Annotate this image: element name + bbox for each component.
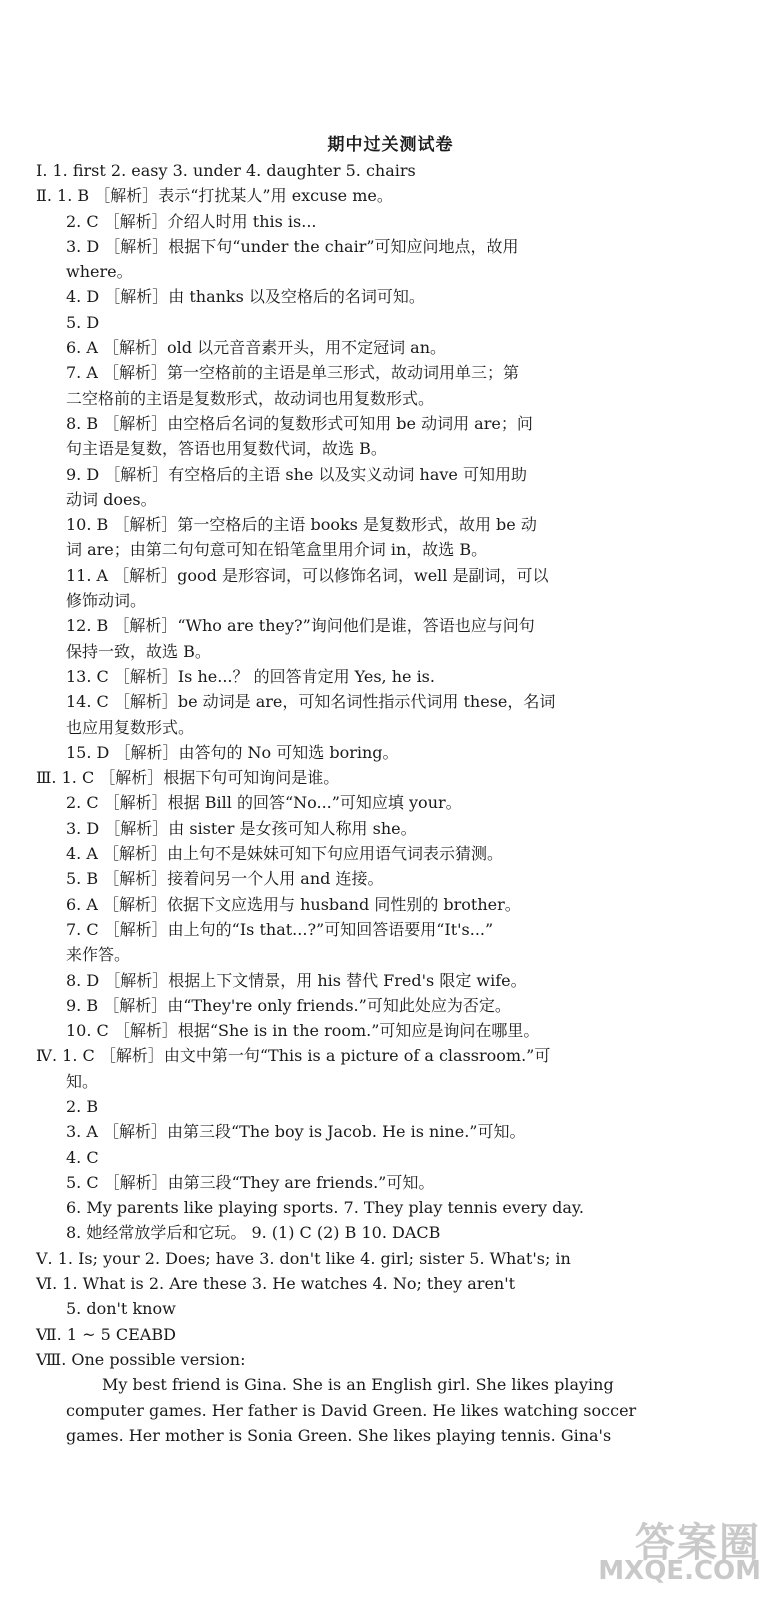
answer-line: 4. A ［解析］由上句不是妹妹可知下句应用语气词表示猜测。 bbox=[66, 844, 503, 864]
answer-line: Ⅶ. 1 ~ 5 CEABD bbox=[36, 1324, 176, 1344]
answer-line: 2. C ［解析］根据 Bill 的回答“No...”可知应填 your。 bbox=[66, 793, 462, 813]
answer-line: 9. D ［解析］有空格后的主语 she 以及实义动词 have 可知用助 bbox=[66, 464, 527, 484]
answer-line: My best friend is Gina. She is an English girl. She likes playing bbox=[102, 1375, 614, 1395]
answer-line: 8. 她经常放学后和它玩。 9. (1) C (2) B 10. DACB bbox=[66, 1223, 441, 1243]
answer-line: 5. don't know bbox=[66, 1299, 176, 1319]
answer-line: 修饰动词。 bbox=[66, 591, 147, 611]
answer-line: 12. B ［解析］“Who are they?”询问他们是谁，答语也应与问句 bbox=[66, 616, 535, 636]
answer-line: Ⅵ. 1. What is 2. Are these 3. He watches 4. No; they aren't bbox=[36, 1274, 516, 1294]
answer-line: 保持一致，故选 B。 bbox=[66, 641, 211, 661]
watermark-url: MXQE.COM bbox=[598, 1556, 761, 1586]
answer-line: 二空格前的主语是复数形式，故动词也用复数形式。 bbox=[66, 388, 435, 408]
answer-line: Ⅱ. 1. B ［解析］表示“打扰某人”用 excuse me。 bbox=[36, 186, 393, 206]
answer-line: 13. C ［解析］Is he...？ 的回答肯定用 Yes, he is. bbox=[66, 666, 435, 686]
answer-line: Ⅷ. One possible version: bbox=[36, 1349, 246, 1369]
answer-line: 9. B ［解析］由“They're only friends.”可知此处应为否定。 bbox=[66, 995, 511, 1015]
answer-line: 4. C bbox=[66, 1147, 99, 1167]
answer-line: games. Her mother is Sonia Green. She likes playing tennis. Gina's bbox=[66, 1425, 612, 1445]
answer-line: 词 are；由第二句句意可知在铅笔盒里用介词 in，故选 B。 bbox=[66, 540, 488, 560]
answer-line: 也应用复数形式。 bbox=[66, 717, 195, 737]
answer-line: 11. A ［解析］good 是形容词，可以修饰名词，well 是副词，可以 bbox=[66, 565, 549, 585]
watermark-logo: 答案圈 bbox=[635, 1520, 761, 1566]
answer-line: 动词 does。 bbox=[66, 489, 157, 509]
answer-line: 10. B ［解析］第一空格后的主语 books 是复数形式，故用 be 动 bbox=[66, 515, 537, 535]
answer-line: Ⅴ. 1. Is; your 2. Does; have 3. don't like 4. girl; sister 5. What's; in bbox=[36, 1248, 571, 1268]
answer-line: 8. D ［解析］根据上下文情景，用 his 替代 Fred's 限定 wife。 bbox=[66, 970, 527, 990]
answer-line: 句主语是复数，答语也用复数代词，故选 B。 bbox=[66, 439, 387, 459]
answer-line: 4. D ［解析］由 thanks 以及空格后的名词可知。 bbox=[66, 287, 425, 307]
answer-line: 5. B ［解析］接着问另一个人用 and 连接。 bbox=[66, 869, 384, 889]
answer-line: 7. A ［解析］第一空格前的主语是单三形式，故动词用单三；第 bbox=[66, 363, 519, 383]
answer-content bbox=[30, 158, 750, 1448]
answer-line: Ⅰ. 1. first 2. easy 3. under 4. daughter 5. chairs bbox=[36, 161, 416, 180]
watermark bbox=[571, 1511, 761, 1586]
answer-line: 5. C ［解析］由第三段“They are friends.”可知。 bbox=[66, 1172, 435, 1192]
page-title: 期中过关测试卷 bbox=[327, 135, 454, 155]
answer-line: 3. D ［解析］根据下句“under the chair”可知应问地点，故用 bbox=[66, 236, 519, 256]
answer-line: 3. A ［解析］由第三段“The boy is Jacob. He is nine.”可知。 bbox=[66, 1122, 526, 1142]
answer-line: 6. A ［解析］old 以元音音素开头，用不定冠词 an。 bbox=[66, 338, 447, 358]
answer-line: 10. C ［解析］根据“She is in the room.”可知应是询问在哪里。 bbox=[66, 1021, 540, 1041]
answer-line: Ⅲ. 1. C ［解析］根据下句可知询问是谁。 bbox=[36, 768, 340, 788]
answer-line: Ⅳ. 1. C ［解析］由文中第一句“This is a picture of a classroom.”可 bbox=[36, 1046, 551, 1066]
answer-line: 6. My parents like playing sports. 7. They play tennis every day. bbox=[66, 1198, 584, 1218]
answer-line: computer games. Her father is David Green. He likes watching soccer bbox=[66, 1400, 637, 1420]
answer-line: 知。 bbox=[66, 1071, 99, 1091]
answer-line: 15. D ［解析］由答句的 No 可知选 boring。 bbox=[66, 742, 399, 762]
answer-line: 来作答。 bbox=[66, 945, 131, 965]
answer-line: 14. C ［解析］be 动词是 are，可知名词性指示代词用 these，名词 bbox=[66, 692, 556, 712]
answer-line: 8. B ［解析］由空格后名词的复数形式可知用 be 动词用 are；问 bbox=[66, 413, 533, 433]
answer-line: 6. A ［解析］依据下文应选用与 husband 同性别的 brother。 bbox=[66, 894, 521, 914]
answer-line: 3. D ［解析］由 sister 是女孩可知人称用 she。 bbox=[66, 818, 417, 838]
answer-line: where。 bbox=[66, 262, 133, 282]
answer-line: 7. C ［解析］由上句的“Is that...?”可知回答语要用“It's...” bbox=[66, 919, 494, 939]
answer-line: 5. D bbox=[66, 312, 100, 332]
answer-line: 2. B bbox=[66, 1096, 99, 1116]
answer-line: 2. C ［解析］介绍人时用 this is... bbox=[66, 211, 317, 231]
